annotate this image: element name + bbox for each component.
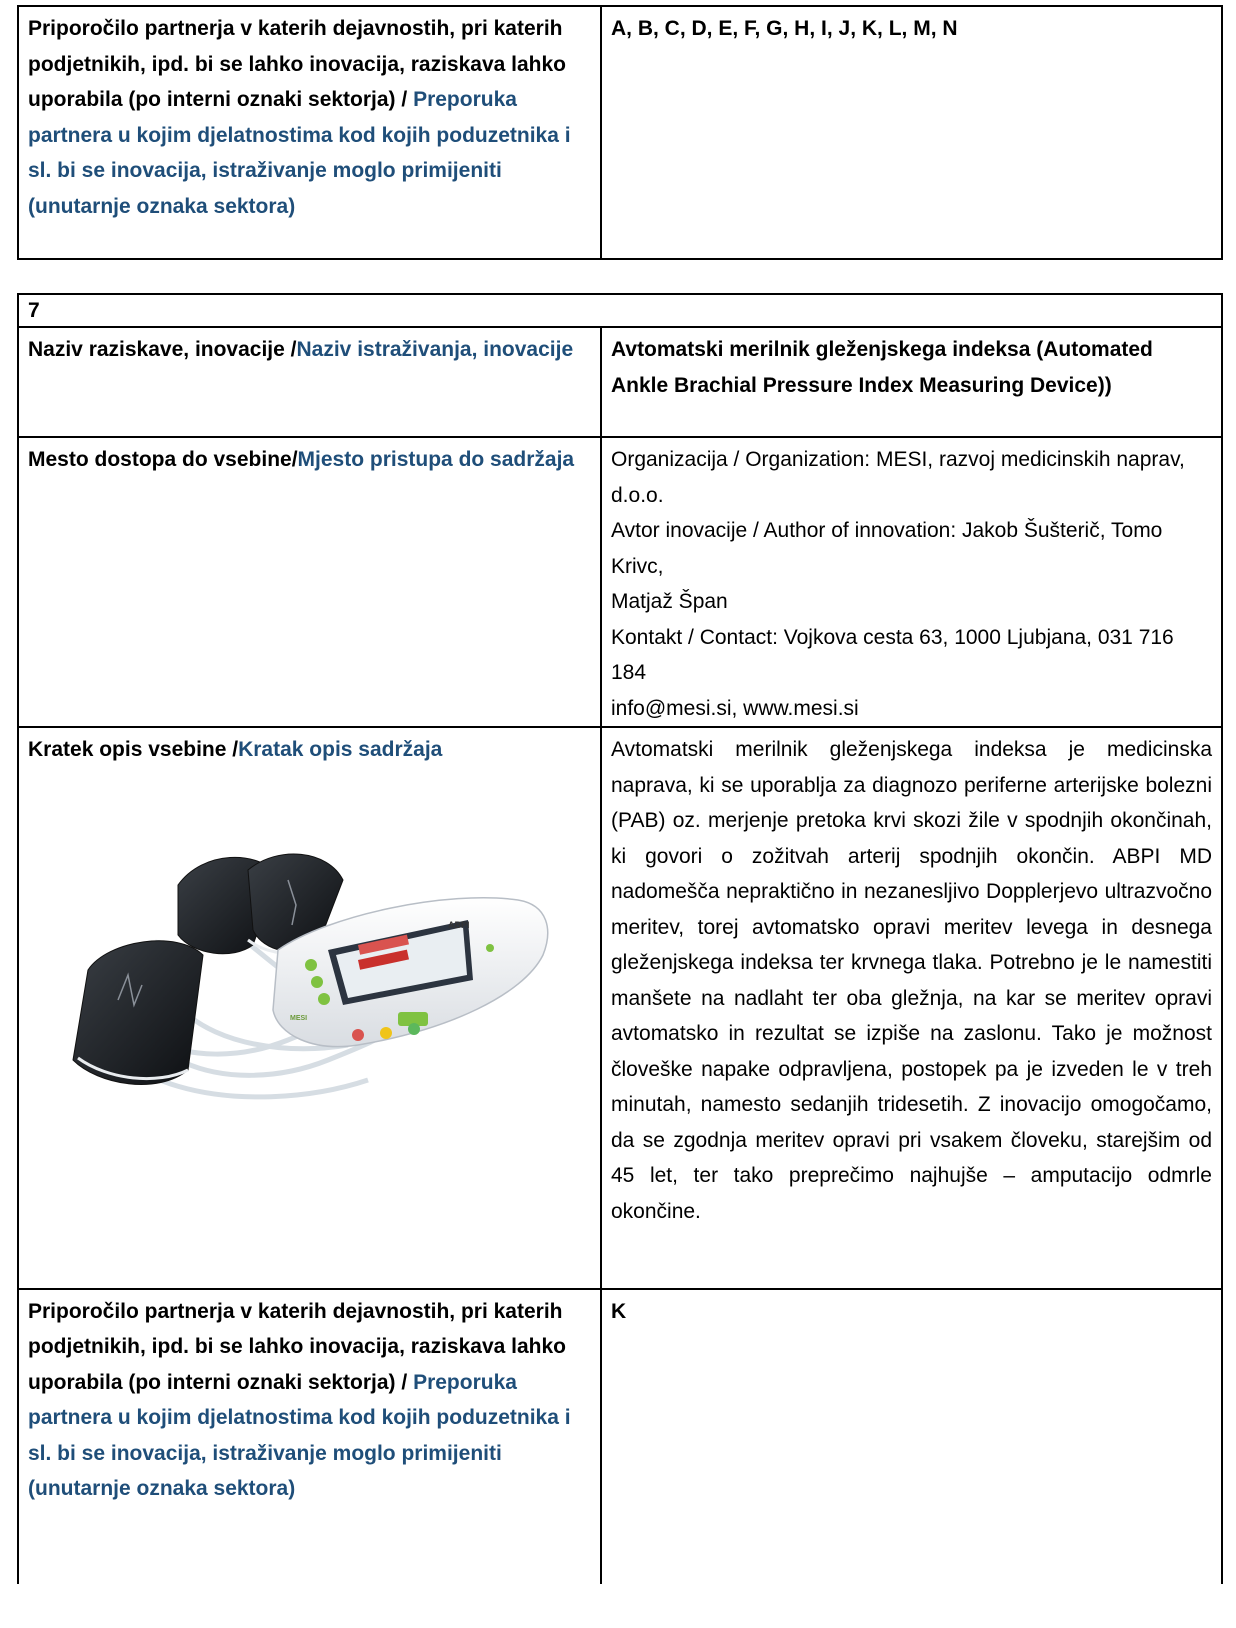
recommendation-label-hr: Preporuka partnera u kojim djelatnostima kod kojih poduzetnika i sl. bi se inovacija, istraživanje moglo primijeniti (unutarnje oznaka sektora) [28,88,571,218]
access-value-cell [601,437,1222,727]
access-author-cont: Matjaž Špan [611,590,728,613]
access-author: Avtor inovacije / Author of innovation: Jakob Šušterič, Tomo Krivc, [611,519,1163,578]
sectors-cell [601,6,1222,259]
name-label-cell [18,327,601,437]
brand-label: MESI [290,1014,308,1022]
recommendation-label-cell [18,6,601,259]
number-row [18,294,1222,327]
name-label-hr: Naziv istraživanja, inovacije [296,338,574,361]
recommendation-label-hr-bottom: Preporuka partnera u kojim djelatnostima kod kojih poduzetnika i sl. bi se inovacija, istraživanje moglo primijeniti (unutarnje oznaka sektora) [28,1370,571,1500]
recommendation-row-bottom [18,1289,1222,1584]
access-contact: Kontakt / Contact: Vojkova cesta 63, 1000 Ljubjana, 031 716 184 [611,625,1174,684]
abpi-device-image [28,830,568,1130]
sectors-cell-bottom [601,1289,1222,1584]
access-organization: Organizacija / Organization: MESI, razvoj medicinskih naprav, d.o.o. [611,448,1185,507]
name-row [18,327,1222,437]
access-label-cell [18,437,601,727]
device-photo [28,768,591,1288]
access-label-hr: Mjesto pristupa do sadržaja [297,448,575,471]
description-value-cell [601,727,1222,1289]
recommendation-table-top [17,5,1223,260]
description-label-hr: Kratak opis sadržaja [238,738,443,761]
recommendation-label-si-bottom: Priporočilo partnerja v katerih dejavnostih, pri katerih podjetnikih, ipd. bi se lahko inovacija, raziskava lahko uporabila (po interni oznaki sektorja) / [28,1299,567,1394]
description-label-cell [18,727,601,1289]
entry-number-cell [18,294,1222,327]
description-text: Avtomatski merilnik gleženjskega indeksa je medicinska naprava, ki se uporablja za diagnozo periferne arterijske bolezni (PAB) oz. merjenje pretoka krvi skozi žile v spodnjih okončinah, ki govori o zožitvah arterij spodnjih okončin. ABPI MD nadomešča nepraktično in nezanesljivo Dopplerjevo ultrazvočno meritev, torej avtomatsko opravi meritev levega in desnega gleženjskega indeksa ter krvnega tlaka. Potrebno je le namestiti manšete na nadlaht ter oba gležnja, na kar se meritev opravi avtomatsko in rezultat se izpiše na zaslonu. Tako je možnost človeške napake odpravljena, postopek pa je izveden le v treh minutah, namesto sedanjih tridesetih. Z inovacijo omogočamo, da se zgodnja meritev opravi pri vsakem človeku, starejšim od 45 let, ter tako preprečimo najhujše – amputacijo odmrle okončine. [611,738,1212,1223]
access-row [18,437,1222,727]
recommendation-label-cell-bottom [18,1289,601,1584]
description-label-si: Kratek opis vsebine / [28,738,239,761]
recommendation-row [18,6,1222,259]
access-web: info@mesi.si, www.mesi.si [611,696,859,720]
innovation-name: Avtomatski merilnik gleženjskega indeksa (Automated Ankle Brachial Pressure Index Measuring Device)) [611,338,1153,397]
sectors-value-bottom: K [611,1299,627,1323]
sectors-value: A, B, C, D, E, F, G, H, I, J, K, L, M, N [611,17,958,40]
innovation-table [17,293,1223,1584]
name-label-si: Naziv raziskave, inovacije / [28,338,297,361]
screen-label: ABPI [448,919,470,930]
entry-number: 7 [28,299,40,322]
recommendation-label-si: Priporočilo partnerja v katerih dejavnostih, pri katerih podjetnikih, ipd. bi se lahko inovacija, raziskava lahko uporabila (po interni oznaki sektorja) / [28,17,567,111]
access-label-si: Mesto dostopa do vsebine/ [28,448,298,471]
name-value-cell [601,327,1222,437]
description-row [18,727,1222,1289]
